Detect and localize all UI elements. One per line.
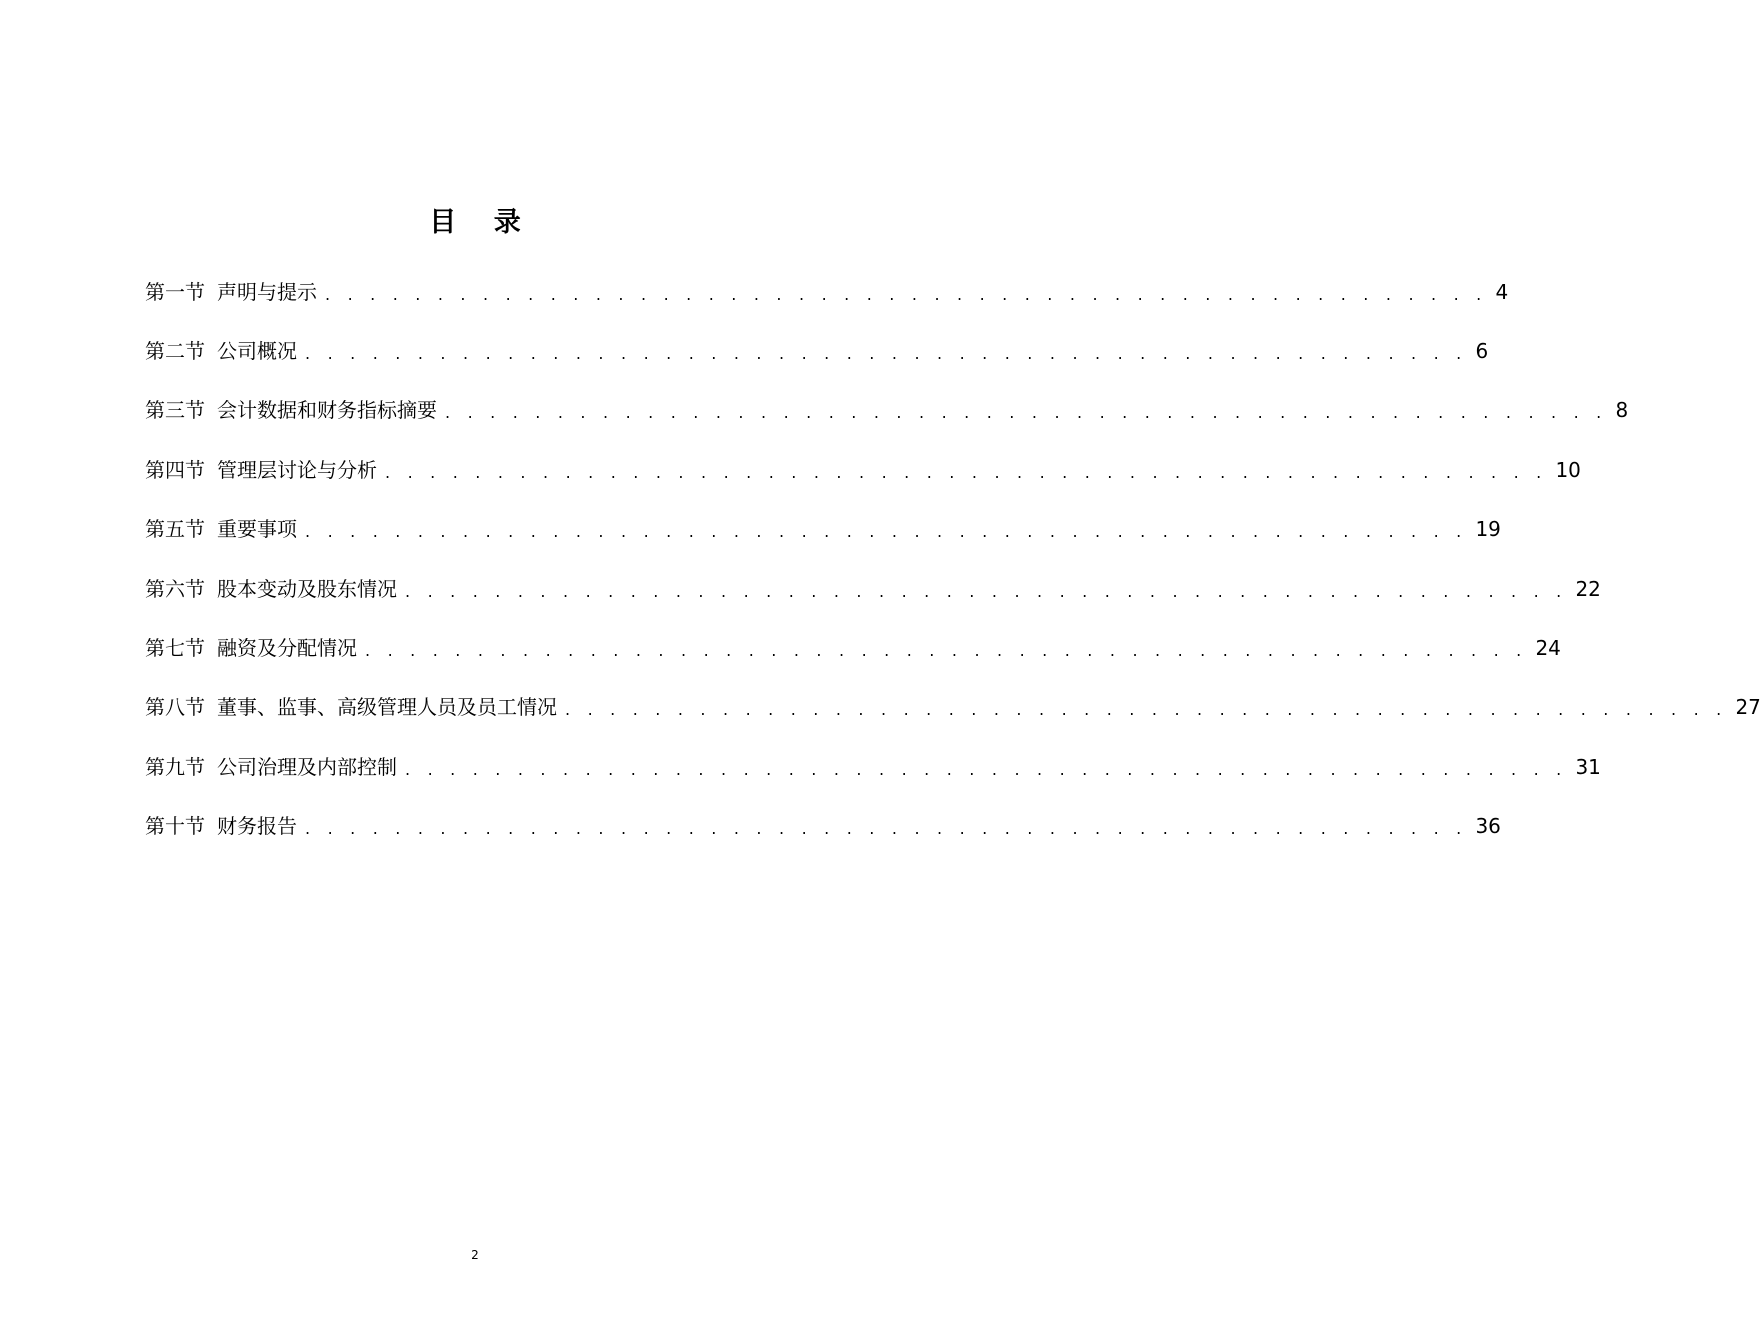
toc-dot-leader: . . . . . . . . . . . . . . . . . . . . . . . . . . . . . . . . . . . . . . . . . . . . . . . . . . . . <box>305 819 1468 839</box>
toc-entry[interactable] <box>145 440 1581 499</box>
toc-page-number: 8 <box>1615 398 1629 423</box>
toc-section-number: 第八节 <box>145 695 205 720</box>
toc-section-title: 公司治理及内部控制 <box>217 754 397 779</box>
toc-section-title: 融资及分配情况 <box>217 636 357 661</box>
toc-entry[interactable] <box>145 678 1761 737</box>
toc-entry[interactable] <box>145 500 1501 559</box>
toc-list <box>145 262 1761 856</box>
toc-section-title: 公司概况 <box>217 339 297 364</box>
toc-entry[interactable] <box>145 618 1561 677</box>
toc-page-number: 19 <box>1475 517 1501 542</box>
toc-page-number: 22 <box>1575 576 1601 601</box>
toc-entry[interactable] <box>145 737 1601 796</box>
toc-dot-leader: . . . . . . . . . . . . . . . . . . . . . . . . . . . . . . . . . . . . . . . . . . . . . . . . . . . . <box>385 462 1548 482</box>
toc-dot-leader: . . . . . . . . . . . . . . . . . . . . . . . . . . . . . . . . . . . . . . . . . . . . . . . . . . . . <box>365 641 1528 661</box>
toc-page-number: 24 <box>1535 636 1561 661</box>
toc-dot-leader: . . . . . . . . . . . . . . . . . . . . . . . . . . . . . . . . . . . . . . . . . . . . . . . . . . . . <box>305 522 1468 542</box>
toc-dot-leader: . . . . . . . . . . . . . . . . . . . . . . . . . . . . . . . . . . . . . . . . . . . . . . . . . . . . <box>325 284 1488 304</box>
toc-entry[interactable] <box>145 321 1489 380</box>
toc-page-number: 27 <box>1735 695 1761 720</box>
toc-entry[interactable] <box>145 797 1501 856</box>
toc-section-title: 管理层讨论与分析 <box>217 457 377 482</box>
toc-section-title: 董事、监事、高级管理人员及员工情况 <box>217 695 557 720</box>
toc-section-number: 第四节 <box>145 457 205 482</box>
toc-section-title: 重要事项 <box>217 517 297 542</box>
toc-dot-leader: . . . . . . . . . . . . . . . . . . . . . . . . . . . . . . . . . . . . . . . . . . . . . . . . . . . . <box>565 700 1728 720</box>
toc-entry[interactable] <box>145 381 1629 440</box>
toc-dot-leader: . . . . . . . . . . . . . . . . . . . . . . . . . . . . . . . . . . . . . . . . . . . . . . . . . . . . <box>305 344 1468 364</box>
toc-dot-leader: . . . . . . . . . . . . . . . . . . . . . . . . . . . . . . . . . . . . . . . . . . . . . . . . . . . . <box>445 403 1608 423</box>
toc-section-number: 第十节 <box>145 814 205 839</box>
toc-dot-leader: . . . . . . . . . . . . . . . . . . . . . . . . . . . . . . . . . . . . . . . . . . . . . . . . . . . . <box>405 581 1568 601</box>
toc-section-number: 第二节 <box>145 339 205 364</box>
toc-dot-leader: . . . . . . . . . . . . . . . . . . . . . . . . . . . . . . . . . . . . . . . . . . . . . . . . . . . . <box>405 759 1568 779</box>
toc-page-number: 6 <box>1475 339 1489 364</box>
toc-page-number: 10 <box>1555 457 1581 482</box>
toc-section-number: 第七节 <box>145 636 205 661</box>
toc-section-number: 第三节 <box>145 398 205 423</box>
toc-section-title: 会计数据和财务指标摘要 <box>217 398 437 423</box>
toc-section-number: 第五节 <box>145 517 205 542</box>
toc-section-title: 财务报告 <box>217 814 297 839</box>
toc-section-number: 第九节 <box>145 754 205 779</box>
toc-title: 目 录 <box>429 207 535 238</box>
toc-section-number: 第一节 <box>145 279 205 304</box>
toc-section-title: 声明与提示 <box>217 279 317 304</box>
page-footer-number: 2 <box>471 1248 479 1262</box>
toc-page-number: 31 <box>1575 754 1601 779</box>
toc-section-number: 第六节 <box>145 576 205 601</box>
toc-section-title: 股本变动及股东情况 <box>217 576 397 601</box>
toc-page-number: 36 <box>1475 814 1501 839</box>
toc-entry[interactable] <box>145 262 1509 321</box>
toc-entry[interactable] <box>145 559 1601 618</box>
toc-page-number: 4 <box>1495 279 1509 304</box>
